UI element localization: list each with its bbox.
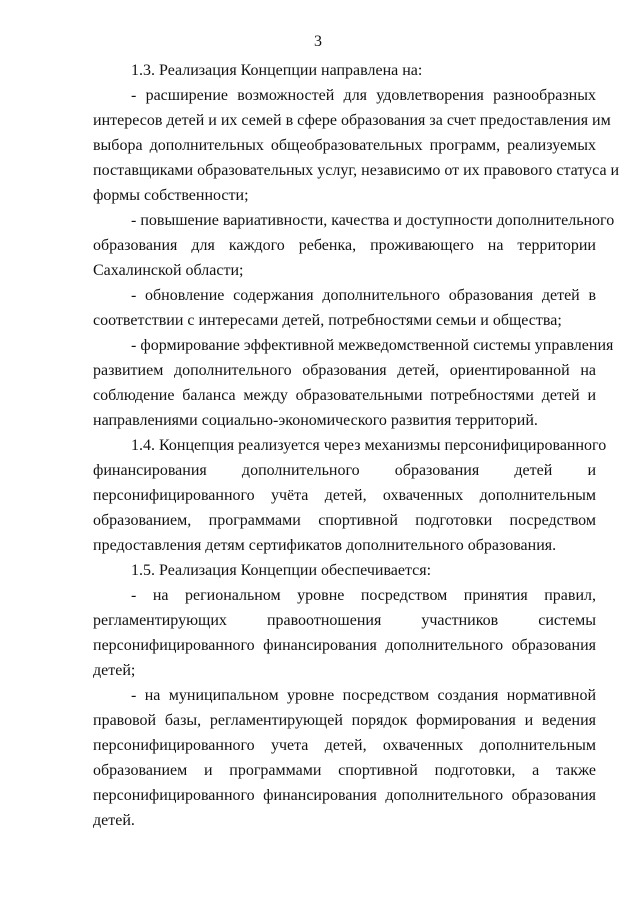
text-line: предоставления детям сертификатов дополнительного образования. [93,537,557,554]
text-line: финансирования дополнительного образования детей и [93,462,596,479]
text-line: образования для каждого ребенка, проживающего на территории [93,237,596,254]
text-line: правовой базы, регламентирующей порядок формирования и ведения [93,712,596,729]
paragraph-p-1-3-d [93,333,614,433]
paragraph-p-1-3-c [93,283,596,333]
paragraph-p-1-4 [93,433,607,558]
text-line: - на муниципальном уровне посредством создания нормативной [131,687,596,704]
text-line: персонифицированного учёта детей, охваченных дополнительным [93,487,596,504]
paragraph-p-1-5 [93,558,596,583]
text-line: развитием дополнительного образования детей, ориентированной на [93,362,596,379]
text-line: образованием и программами спортивной подготовки, а также [93,762,596,779]
text-line: - расширение возможностей для удовлетворения разнообразных [131,87,596,104]
text-line: персонифицированного финансирования дополнительного образования [93,637,596,654]
text-line: регламентирующих правоотношения участников системы [93,612,596,629]
page-number: 3 [314,33,322,50]
text-line: - на региональном уровне посредством принятия правил, [131,587,596,604]
text-line: соблюдение баланса между образовательными потребностями детей и [93,387,596,404]
text-line: персонифицированного финансирования дополнительного образования [93,787,596,804]
text-line: детей. [93,812,135,829]
text-line: 1.5. Реализация Концепции обеспечивается: [131,562,432,579]
text-line: персонифицированного учета детей, охваченных дополнительным [93,737,596,754]
paragraph-p-1-5-a [93,583,596,683]
text-line: - формирование эффективной межведомственной системы управления [131,337,614,354]
text-line: поставщиками образовательных услуг, независимо от их правового статуса и [93,162,620,179]
paragraph-p-1-3-b [93,208,615,283]
text-line: формы собственности; [93,187,249,204]
text-line: детей; [93,662,136,679]
text-line: - обновление содержания дополнительного образования детей в [131,287,596,304]
text-line: выбора дополнительных общеобразовательных программ, реализуемых [93,137,596,154]
paragraph-p-1-5-b [93,683,596,833]
paragraph-p-1-3 [93,58,596,83]
text-line: 1.4. Концепция реализуется через механизмы персонифицированного [131,437,607,454]
text-line: образованием, программами спортивной подготовки посредством [93,512,596,529]
text-line: направлениями социально-экономического развития территорий. [93,412,538,429]
paragraph-p-1-3-a [93,83,620,208]
text-line: соответствии с интересами детей, потребностями семьи и общества; [93,312,562,329]
text-line: Сахалинской области; [93,262,244,279]
text-line: интересов детей и их семей в сфере образования за счет предоставления им [93,112,611,129]
text-line: 1.3. Реализация Концепции направлена на: [131,62,423,79]
text-line: - повышение вариативности, качества и доступности дополнительного [131,212,615,229]
document-body [93,58,620,833]
